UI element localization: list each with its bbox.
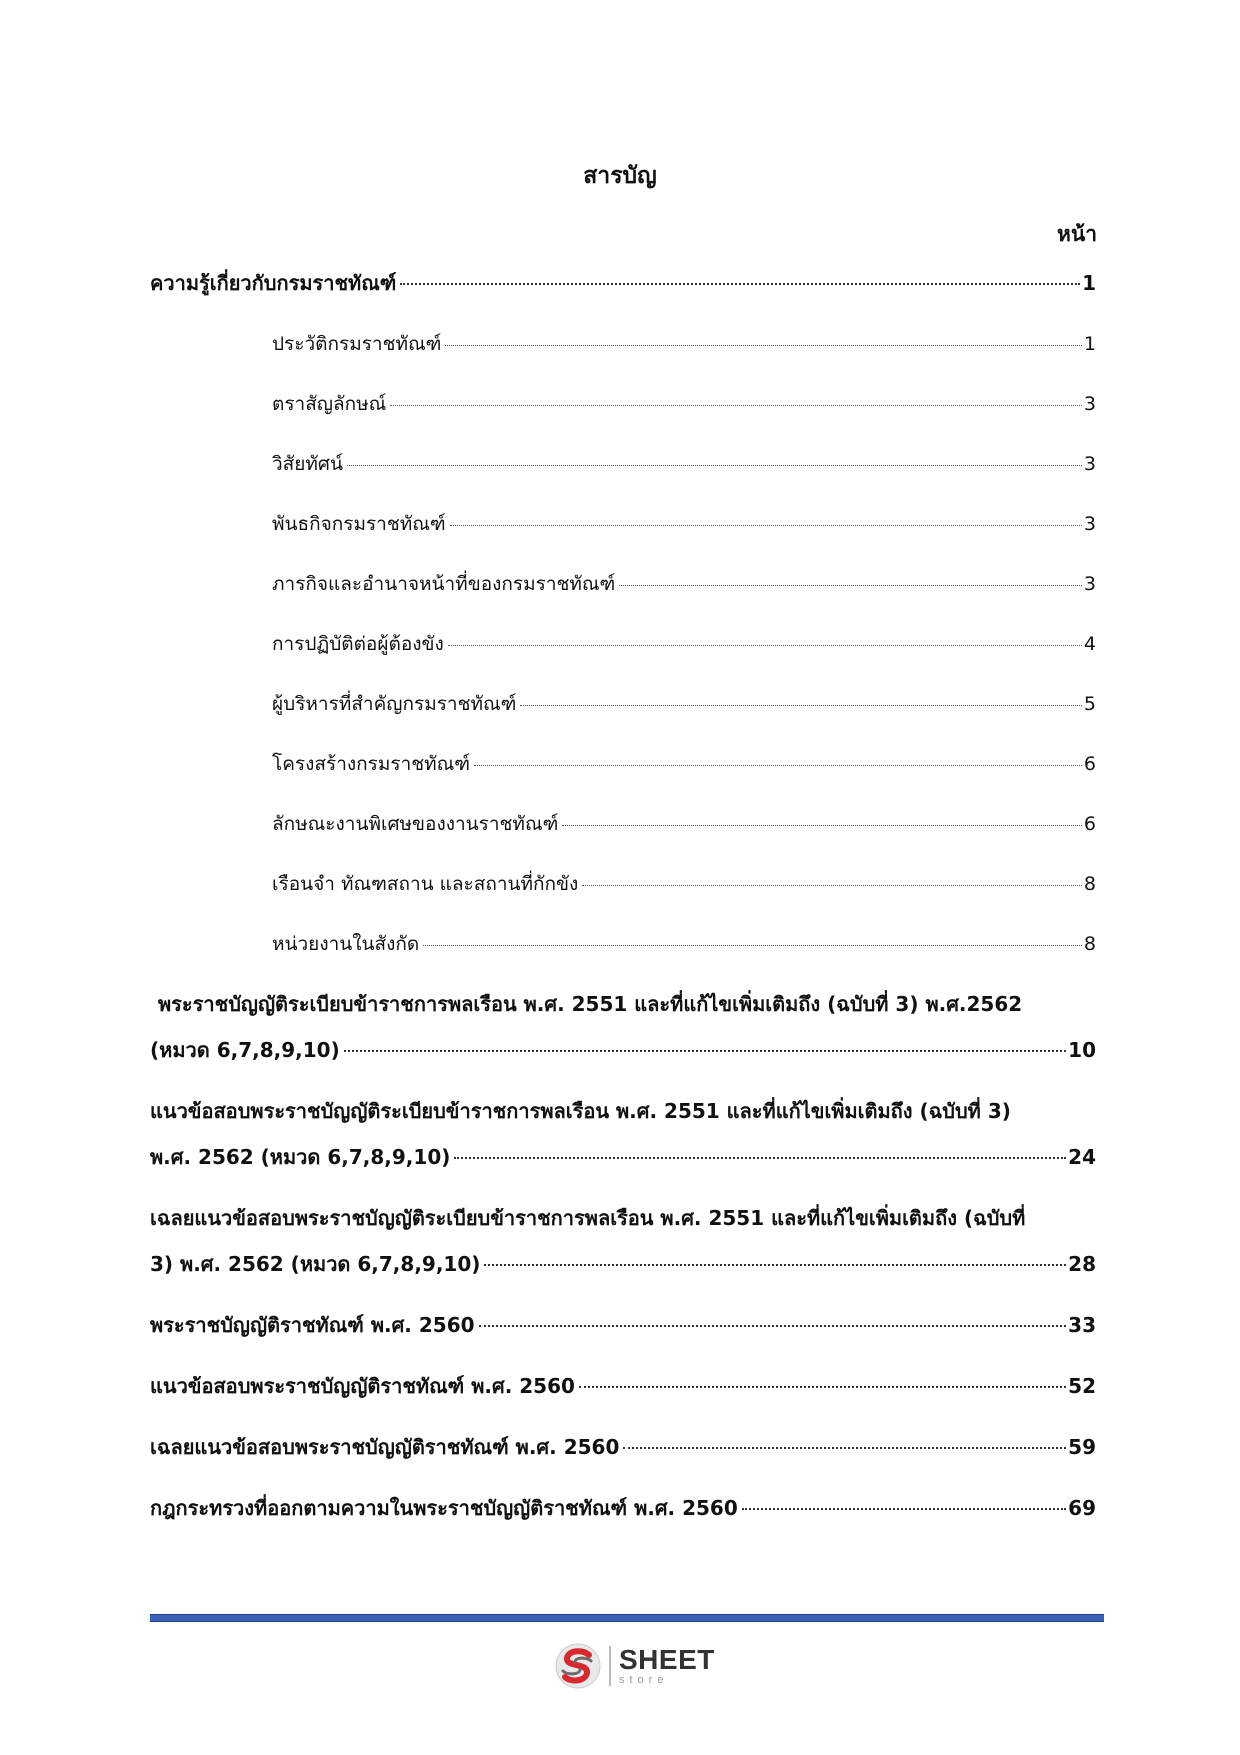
toc-entry-text: วิสัยทัศน์ (272, 453, 343, 475)
toc-entry-text: ภารกิจและอำนาจหน้าที่ของกรมราชทัณฑ์ (272, 573, 616, 595)
toc-entry-page: 4 (1083, 633, 1096, 655)
toc-entry-text: เฉลยแนวข้อสอบพระราชบัญญัติราชทัณฑ์ พ.ศ. 2560 (150, 1435, 620, 1459)
toc-entry-text-line1: แนวข้อสอบพระราชบัญญัติระเบียบข้าราชการพลเรือน พ.ศ. 2551 และที่แก้ไขเพิ่มเติมถึง (ฉบับที่ 3) (150, 1099, 1011, 1123)
logo-divider (609, 1646, 611, 1686)
dot-leader (448, 645, 1082, 646)
dot-leader (450, 525, 1082, 526)
toc-entry-text: พ.ศ. 2562 (หมวด 6,7,8,9,10) (150, 1145, 451, 1169)
dot-leader (562, 825, 1082, 826)
toc-entry-text: การปฏิบัติต่อผู้ต้องขัง (272, 633, 444, 655)
toc-entry-text: กฎกระทรวงที่ออกตามความในพระราชบัญญัติราชทัณฑ์ พ.ศ. 2560 (150, 1496, 738, 1520)
dot-leader (619, 585, 1082, 586)
dot-leader (445, 345, 1082, 346)
sheet-store-logo (553, 1638, 723, 1694)
toc-entry[interactable] (150, 751, 1096, 777)
toc-entry[interactable] (150, 931, 1096, 957)
toc-entry-page: 33 (1068, 1313, 1096, 1337)
toc-entry[interactable] (150, 1495, 1096, 1521)
toc-entry[interactable] (150, 391, 1096, 417)
toc-entry[interactable] (150, 1373, 1096, 1399)
dot-leader (742, 1508, 1066, 1510)
toc-entry-page: 3 (1083, 453, 1096, 475)
toc-entry-text: ความรู้เกี่ยวกับกรมราชทัณฑ์ (150, 271, 397, 295)
dot-leader (400, 283, 1080, 285)
dot-leader (520, 705, 1081, 706)
toc-entry[interactable] (150, 451, 1096, 477)
toc-entry-text: ผู้บริหารที่สำคัญกรมราชทัณฑ์ (272, 693, 517, 715)
toc-entry[interactable] (150, 511, 1096, 537)
dot-leader (484, 1264, 1066, 1266)
dot-leader (344, 1050, 1066, 1052)
toc-entry[interactable] (150, 270, 1096, 296)
toc-entry[interactable] (150, 871, 1096, 897)
dot-leader (390, 405, 1082, 406)
toc-entry-page: 3 (1083, 393, 1096, 415)
dot-leader (623, 1447, 1066, 1449)
toc-entry-text: (หมวด 6,7,8,9,10) (150, 1038, 340, 1062)
toc-entry-text: เรือนจำ ทัณฑสถาน และสถานที่กักขัง (272, 873, 579, 895)
toc-entry-text: พระราชบัญญัติราชทัณฑ์ พ.ศ. 2560 (150, 1313, 475, 1337)
toc-entry-page: 3 (1083, 573, 1096, 595)
toc-entry[interactable] (150, 1434, 1096, 1460)
toc-entry-page: 69 (1068, 1496, 1096, 1520)
dot-leader (582, 885, 1082, 886)
toc-entry-page: 3 (1083, 513, 1096, 535)
toc-entry-page: 59 (1068, 1435, 1096, 1459)
toc-entry-text: ตราสัญลักษณ์ (272, 393, 387, 415)
toc-entry-text-line1: เฉลยแนวข้อสอบพระราชบัญญัติระเบียบข้าราชการพลเรือน พ.ศ. 2551 และที่แก้ไขเพิ่มเติมถึง (ฉบับที่ (150, 1206, 1026, 1230)
toc-entry-page: 52 (1068, 1374, 1096, 1398)
toc-entry-page: 8 (1083, 873, 1096, 895)
toc-title: สารบัญ (583, 163, 657, 189)
toc-entry-text: ประวัติกรมราชทัณฑ์ (272, 333, 442, 355)
toc-entry-text: ลักษณะงานพิเศษของงานราชทัณฑ์ (272, 813, 559, 835)
toc-entry-text: แนวข้อสอบพระราชบัญญัติราชทัณฑ์ พ.ศ. 2560 (150, 1374, 575, 1398)
toc-entry[interactable] (150, 811, 1096, 837)
dot-leader (474, 765, 1082, 766)
toc-entry[interactable] (150, 691, 1096, 717)
toc-entry-page: 5 (1083, 693, 1096, 715)
toc-entry-page: 6 (1083, 753, 1096, 775)
logo-subword: store (619, 1674, 669, 1686)
toc-entry-page: 24 (1068, 1145, 1096, 1169)
toc-entry[interactable] (150, 631, 1096, 657)
dot-leader (423, 945, 1082, 946)
toc-entry[interactable] (150, 1098, 1096, 1170)
dot-leader (579, 1386, 1066, 1388)
toc-entry-page: 6 (1083, 813, 1096, 835)
toc-entry-text: โครงสร้างกรมราชทัณฑ์ (272, 753, 471, 775)
logo-text (619, 1646, 715, 1686)
toc-list (150, 270, 1096, 1556)
toc-entry[interactable] (150, 1205, 1096, 1277)
toc-entry-text-line1: พระราชบัญญัติระเบียบข้าราชการพลเรือน พ.ศ. 2551 และที่แก้ไขเพิ่มเติมถึง (ฉบับที่ 3) พ.ศ.2562 (158, 992, 1023, 1016)
toc-entry-text: 3) พ.ศ. 2562 (หมวด 6,7,8,9,10) (150, 1252, 481, 1276)
toc-entry[interactable] (150, 991, 1096, 1063)
toc-entry-page: 28 (1068, 1252, 1096, 1276)
dot-leader (454, 1157, 1066, 1159)
dot-leader (479, 1325, 1067, 1327)
toc-entry[interactable] (150, 331, 1096, 357)
sheet-store-s-logo-icon (553, 1641, 603, 1691)
toc-entry[interactable] (150, 571, 1096, 597)
toc-entry-text: พันธกิจกรมราชทัณฑ์ (272, 513, 446, 535)
logo-word: SHEET (619, 1644, 715, 1675)
toc-entry[interactable] (150, 1312, 1096, 1338)
footer-rule (150, 1614, 1104, 1622)
toc-entry-text: หน่วยงานในสังกัด (272, 933, 420, 955)
toc-entry-page: 8 (1083, 933, 1096, 955)
toc-entry-page: 1 (1082, 271, 1096, 295)
toc-entry-page: 10 (1068, 1038, 1096, 1062)
toc-entry-page: 1 (1083, 333, 1096, 355)
page-column-header: หน้า (1057, 222, 1097, 246)
dot-leader (347, 465, 1082, 466)
